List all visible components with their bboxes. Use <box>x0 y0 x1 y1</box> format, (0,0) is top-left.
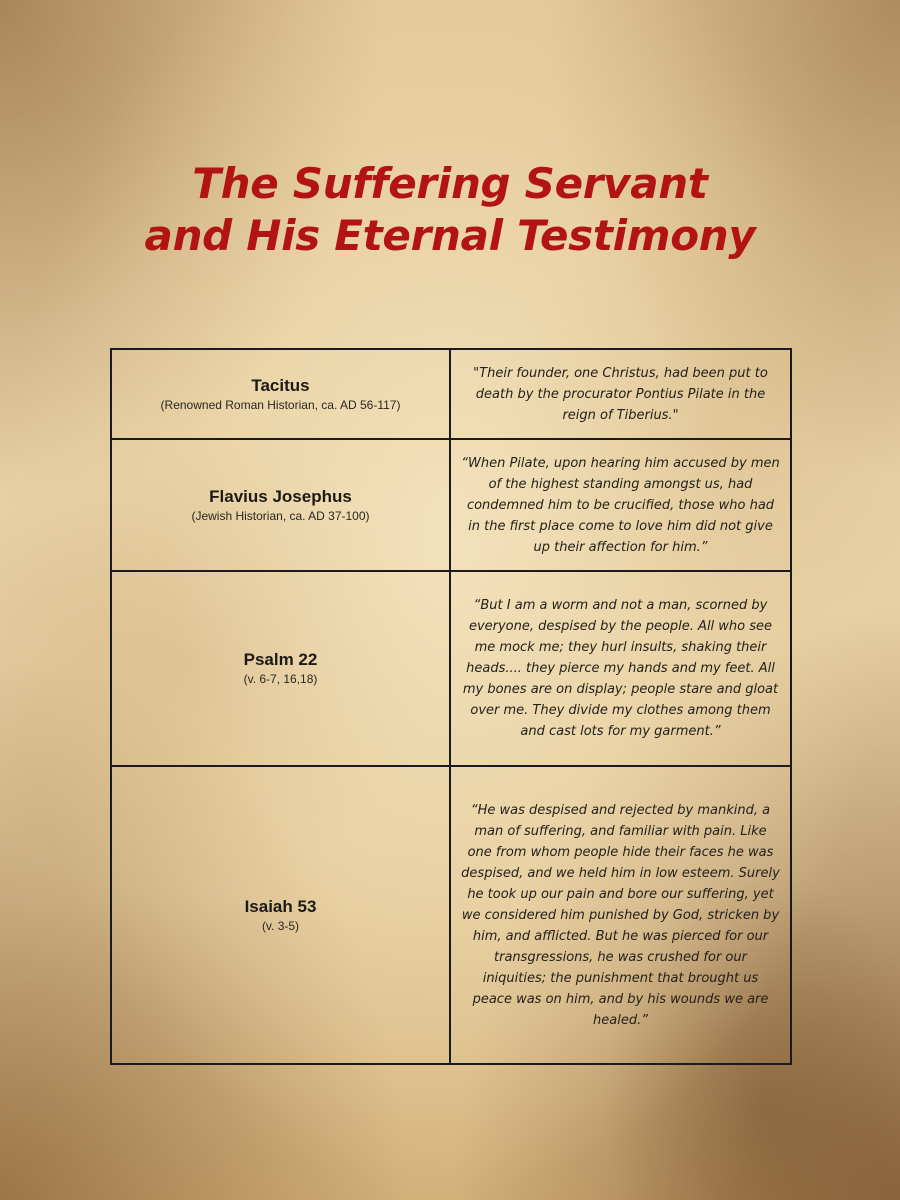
page-title-line-1: The Suffering Servant <box>192 159 708 209</box>
table-row-josephus <box>111 439 791 571</box>
source-note: (v. 6-7, 16,18) <box>243 672 318 686</box>
quote-text: “When Pilate, upon hearing him accused by men of the highest standing amongst us, had condemned him to be crucified, those who had in the first place come to love him did not give up their affection for him.” <box>461 455 780 555</box>
source-cell <box>111 349 450 439</box>
table-row-isaiah-53 <box>111 766 791 1064</box>
source-note: (Renowned Roman Historian, ca. AD 56-117) <box>160 397 401 412</box>
quote-cell <box>450 349 791 439</box>
page-title-line-2: and His Eternal Testimony <box>144 211 756 261</box>
source-cell <box>111 766 450 1064</box>
quote-cell <box>450 766 791 1064</box>
quote-cell <box>450 439 791 571</box>
source-note: (Jewish Historian, ca. AD 37-100) <box>191 508 370 523</box>
quote-text: “He was despised and rejected by mankind, a man of suffering, and familiar with pain. Like one from whom people hide their faces he was despised, and we held him in low esteem. Surely he took up our pain and bore our suffering, yet we considered him punished by God, stricken by him, and afflicted. But he was pierced for our transgressions, he was crushed for our iniquities; the punishment that brought us peace was on him, and by his wounds we are healed.” <box>461 802 780 1028</box>
table-row-psalm-22 <box>111 571 791 766</box>
source-note: (v. 3-5) <box>261 918 300 933</box>
source-name: Isaiah 53 <box>244 896 317 916</box>
source-name: Flavius Josephus <box>209 486 352 506</box>
quote-text: “But I am a worm and not a man, scorned by everyone, despised by the people. All who see me mock me; they hurl insults, shaking their heads.... they pierce my hands and my feet. All my bones are on display; people stare and gloat over me. They divide my clothes among them and cast lots for my garment.” <box>462 598 779 739</box>
source-cell <box>111 571 450 766</box>
source-cell <box>111 439 450 571</box>
testimony-table <box>110 348 792 1065</box>
table-row-tacitus <box>111 349 791 439</box>
page-title <box>0 158 900 262</box>
source-name: Tacitus <box>251 375 310 395</box>
quote-text: "Their founder, one Christus, had been put to death by the procurator Pontius Pilate in the reign of Tiberius." <box>473 365 768 423</box>
source-name: Psalm 22 <box>243 650 318 669</box>
quote-cell <box>450 571 791 766</box>
